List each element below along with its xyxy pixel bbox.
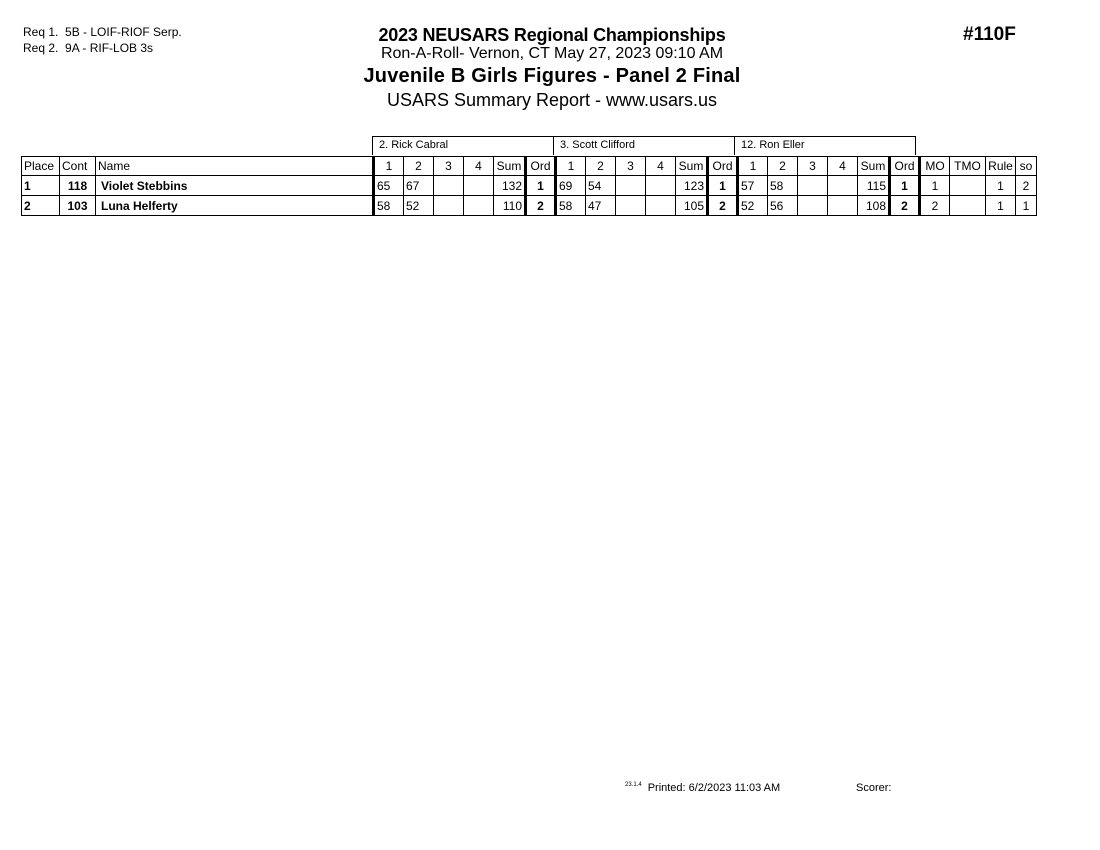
- ord-cell: 2: [708, 196, 738, 216]
- cont-cell: 118: [60, 176, 96, 196]
- sum-cell: 110: [494, 196, 526, 216]
- score-cell: [828, 196, 858, 216]
- table-row: [22, 196, 1037, 216]
- so-cell: 2: [1016, 176, 1037, 196]
- requirement-1-value: 5B - LOIF-RIOF Serp.: [65, 25, 182, 39]
- event-title: Juvenile B Girls Figures - Panel 2 Final: [363, 65, 741, 87]
- col-judge2-1: 1: [556, 157, 586, 176]
- judge-header: 12. Ron Eller: [734, 136, 916, 155]
- score-cell: [434, 176, 464, 196]
- score-cell: [434, 196, 464, 216]
- results-table: [21, 156, 1037, 216]
- sum-cell: 132: [494, 176, 526, 196]
- col-cont: Cont: [60, 157, 96, 176]
- score-cell: [646, 176, 676, 196]
- place-cell: 1: [22, 176, 60, 196]
- mo-cell: 1: [920, 176, 950, 196]
- score-cell: [828, 176, 858, 196]
- printed-timestamp: Printed: 6/2/2023 11:03 AM: [647, 782, 781, 794]
- score-cell: [646, 196, 676, 216]
- table-row: [22, 176, 1037, 196]
- score-cell: [798, 176, 828, 196]
- rule-cell: 1: [986, 196, 1016, 216]
- scorer-label: Scorer:: [856, 782, 892, 794]
- mo-cell: 2: [920, 196, 950, 216]
- ord-cell: 2: [526, 196, 556, 216]
- competition-title: 2023 NEUSARS Regional Championships: [378, 25, 726, 45]
- score-cell: [798, 196, 828, 216]
- rule-cell: 1: [986, 176, 1016, 196]
- col-judge1-3: 3: [434, 157, 464, 176]
- col-judge1-ord: Ord: [526, 157, 556, 176]
- cont-cell: 103: [60, 196, 96, 216]
- version-code: 23.1.4: [625, 782, 642, 788]
- judge-header: 2. Rick Cabral: [372, 136, 553, 155]
- event-number: #110F: [963, 24, 1016, 45]
- requirement-2-label: Req 2.: [23, 41, 59, 55]
- col-judge3-sum: Sum: [858, 157, 890, 176]
- col-judge3-ord: Ord: [890, 157, 920, 176]
- score-cell: 56: [768, 196, 798, 216]
- score-cell: 58: [768, 176, 798, 196]
- score-cell: 58: [556, 196, 586, 216]
- col-mo: MO: [920, 157, 950, 176]
- ord-cell: 1: [708, 176, 738, 196]
- col-judge1-4: 4: [464, 157, 494, 176]
- score-cell: 69: [556, 176, 586, 196]
- col-judge2-3: 3: [616, 157, 646, 176]
- name-cell: Violet Stebbins: [96, 176, 374, 196]
- col-judge2-4: 4: [646, 157, 676, 176]
- score-cell: [616, 196, 646, 216]
- requirement-1-label: Req 1.: [23, 25, 59, 39]
- col-judge2-2: 2: [586, 157, 616, 176]
- col-judge2-ord: Ord: [708, 157, 738, 176]
- col-judge3-2: 2: [768, 157, 798, 176]
- report-title: USARS Summary Report - www.usars.us: [386, 90, 718, 110]
- col-so: so: [1016, 157, 1037, 176]
- score-cell: 54: [586, 176, 616, 196]
- ord-cell: 1: [890, 176, 920, 196]
- place-cell: 2: [22, 196, 60, 216]
- tmo-cell: [950, 196, 986, 216]
- sum-cell: 115: [858, 176, 890, 196]
- sum-cell: 123: [676, 176, 708, 196]
- score-cell: 52: [404, 196, 434, 216]
- score-cell: [464, 176, 494, 196]
- col-rule: Rule: [986, 157, 1016, 176]
- col-judge3-3: 3: [798, 157, 828, 176]
- printed-footer: [625, 782, 780, 794]
- score-cell: 47: [586, 196, 616, 216]
- sum-cell: 108: [858, 196, 890, 216]
- score-cell: 67: [404, 176, 434, 196]
- score-cell: 52: [738, 196, 768, 216]
- ord-cell: 2: [890, 196, 920, 216]
- col-judge3-4: 4: [828, 157, 858, 176]
- col-judge3-1: 1: [738, 157, 768, 176]
- col-judge2-sum: Sum: [676, 157, 708, 176]
- so-cell: 1: [1016, 196, 1037, 216]
- col-name: Name: [96, 157, 374, 176]
- score-cell: 57: [738, 176, 768, 196]
- score-cell: [616, 176, 646, 196]
- score-cell: 58: [374, 196, 404, 216]
- ord-cell: 1: [526, 176, 556, 196]
- location-line: Ron-A-Roll- Vernon, CT May 27, 2023 09:10 AM: [380, 45, 724, 62]
- table-header-row: [22, 157, 1037, 176]
- tmo-cell: [950, 176, 986, 196]
- score-cell: 65: [374, 176, 404, 196]
- score-cell: [464, 196, 494, 216]
- judge-header: 3. Scott Clifford: [553, 136, 734, 155]
- name-cell: Luna Helferty: [96, 196, 374, 216]
- requirement-2-value: 9A - RIF-LOB 3s: [65, 41, 154, 55]
- col-judge1-sum: Sum: [494, 157, 526, 176]
- col-judge1-1: 1: [374, 157, 404, 176]
- col-place: Place: [22, 157, 60, 176]
- col-judge1-2: 2: [404, 157, 434, 176]
- sum-cell: 105: [676, 196, 708, 216]
- col-tmo: TMO: [950, 157, 986, 176]
